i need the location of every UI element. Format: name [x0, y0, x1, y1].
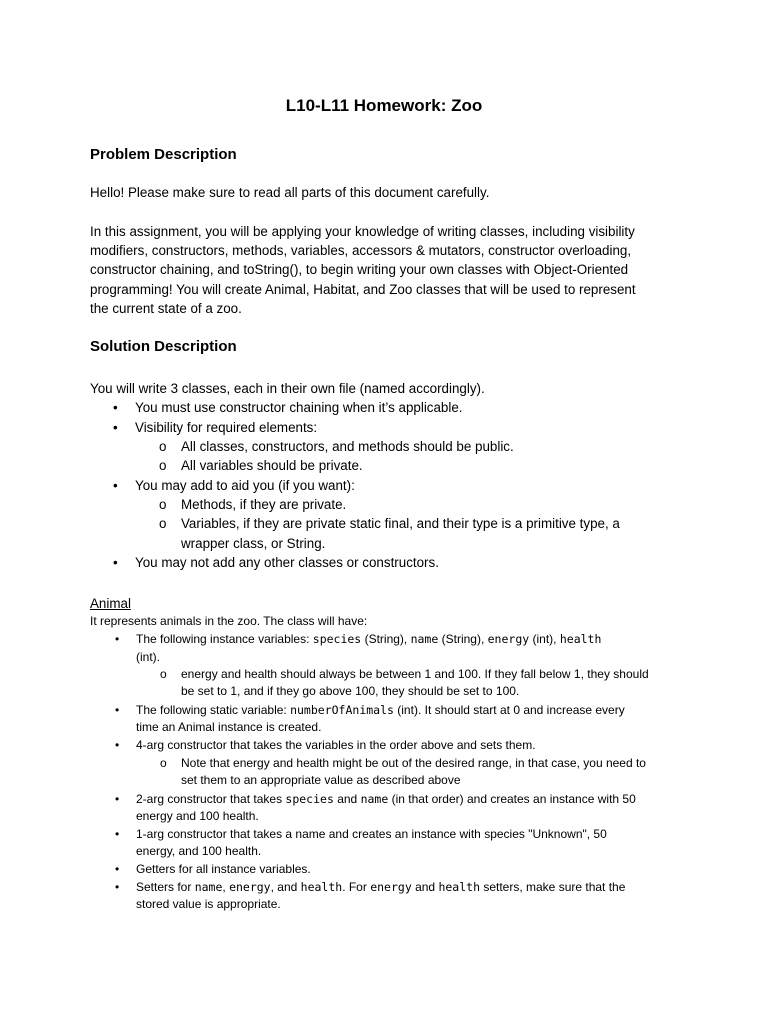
sub-bullet-icon: o — [159, 497, 167, 512]
bullet-text: You may not add any other classes or constructors. — [135, 555, 439, 570]
sub-bullet-icon: o — [159, 516, 167, 531]
text: (int), — [529, 632, 560, 646]
code-numberofanimals: numberOfAnimals — [290, 703, 394, 717]
code-health: health — [438, 880, 480, 894]
paragraph-line: constructor chaining, and toString(), to begin writing your own classes with Object-Oriented — [90, 262, 629, 278]
page-title: L10-L11 Homework: Zoo — [285, 96, 483, 115]
bullet-icon: • — [115, 862, 120, 876]
code-name: name — [194, 880, 223, 894]
text: and — [333, 792, 361, 806]
text: (String), — [361, 632, 411, 646]
bullet-icon: • — [115, 703, 120, 717]
text: and — [411, 880, 439, 894]
animal-sub-item: energy and health should always be between 1 and 100. If they fall below 1, they should — [181, 667, 649, 681]
problem-paragraph — [90, 222, 680, 318]
animal-item-2arg — [136, 792, 636, 806]
text: (String), — [438, 632, 488, 646]
sub-bullet-icon: o — [159, 439, 167, 454]
text: , — [222, 880, 230, 894]
code-health: health — [300, 880, 343, 894]
text: (in that order) and creates an instance with 50 — [388, 792, 636, 806]
sub-bullet-icon: o — [159, 458, 167, 473]
text: (int). It should start at 0 and increase every — [393, 703, 625, 717]
animal-sub-item-continued: be set to 1, and if they go above 100, they should be set to 100. — [181, 684, 520, 698]
bullet-text: You must use constructor chaining when it’s applicable. — [135, 400, 463, 415]
animal-item-setters — [136, 880, 625, 894]
text: setters, make sure that the — [480, 880, 626, 894]
sub-bullet-text: Methods, if they are private. — [181, 497, 347, 512]
paragraph-line: modifiers, constructors, methods, variables, accessors & mutators, constructor overloading, — [90, 243, 632, 259]
animal-item-continued: stored value is appropriate. — [136, 897, 281, 911]
bullet-icon: • — [115, 827, 120, 841]
bullet-text: You may add to aid you (if you want): — [135, 478, 355, 493]
animal-sub-item-continued: set them to an appropriate value as described above — [181, 773, 461, 787]
text: The following static variable: — [136, 703, 291, 717]
bullet-icon: • — [115, 792, 120, 806]
bullet-icon: • — [113, 420, 118, 435]
animal-heading: Animal — [90, 596, 131, 611]
animal-item-continued: (int). — [136, 650, 160, 664]
sub-bullet-text: All classes, constructors, and methods should be public. — [181, 439, 514, 454]
code-energy: energy — [487, 632, 530, 646]
bullet-icon: • — [115, 738, 120, 752]
animal-sub-item: Note that energy and health might be out of the desired range, in that case, you need to — [181, 756, 646, 770]
text: The following instance variables: — [136, 632, 313, 646]
code-health: health — [559, 632, 602, 646]
animal-item-continued: time an Animal instance is created. — [136, 720, 322, 734]
code-name: name — [360, 792, 389, 806]
animal-item-getters: Getters for all instance variables. — [136, 862, 311, 876]
problem-heading: Problem Description — [90, 146, 237, 163]
problem-intro: Hello! Please make sure to read all parts of this document carefully. — [90, 185, 490, 200]
paragraph-line: In this assignment, you will be applying your knowledge of writing classes, including visibility — [90, 224, 635, 239]
animal-item-static-var — [136, 703, 625, 717]
animal-item-continued: energy, and 100 health. — [136, 844, 262, 858]
sub-bullet-icon: o — [160, 667, 167, 681]
paragraph-line: the current state of a zoo. — [90, 300, 242, 316]
text: 2-arg constructor that takes — [136, 792, 286, 806]
animal-item-4arg: 4-arg constructor that takes the variables in the order above and sets them. — [136, 738, 536, 752]
sub-bullet-text-continued: wrapper class, or String. — [181, 536, 326, 551]
sub-bullet-text: All variables should be private. — [181, 458, 363, 473]
solution-intro: You will write 3 classes, each in their own file (named accordingly). — [90, 381, 485, 396]
bullet-icon: • — [115, 632, 120, 646]
bullet-icon: • — [113, 555, 118, 570]
bullet-text: Visibility for required elements: — [135, 420, 318, 435]
code-species: species — [285, 792, 334, 806]
sub-bullet-text: Variables, if they are private static final, and their type is a primitive type, a — [181, 516, 620, 531]
text: Setters for — [136, 880, 195, 894]
paragraph-line: programming! You will create Animal, Habitat, and Zoo classes that will be used to represent — [90, 281, 636, 297]
code-energy: energy — [229, 880, 271, 894]
code-species: species — [312, 632, 362, 646]
bullet-icon: • — [113, 478, 118, 493]
code-energy: energy — [370, 880, 412, 894]
text: , and — [270, 880, 301, 894]
animal-item-instance-vars — [136, 632, 601, 646]
bullet-icon: • — [113, 400, 118, 415]
bullet-icon: • — [115, 880, 120, 894]
solution-heading: Solution Description — [90, 338, 237, 355]
animal-item-continued: energy and 100 health. — [136, 809, 259, 823]
animal-intro: It represents animals in the zoo. The class will have: — [90, 614, 368, 628]
code-name: name — [410, 632, 439, 646]
text: . For — [342, 880, 371, 894]
animal-item-1arg: 1-arg constructor that takes a name and creates an instance with species "Unknown", 50 — [136, 827, 607, 841]
sub-bullet-icon: o — [160, 756, 167, 770]
